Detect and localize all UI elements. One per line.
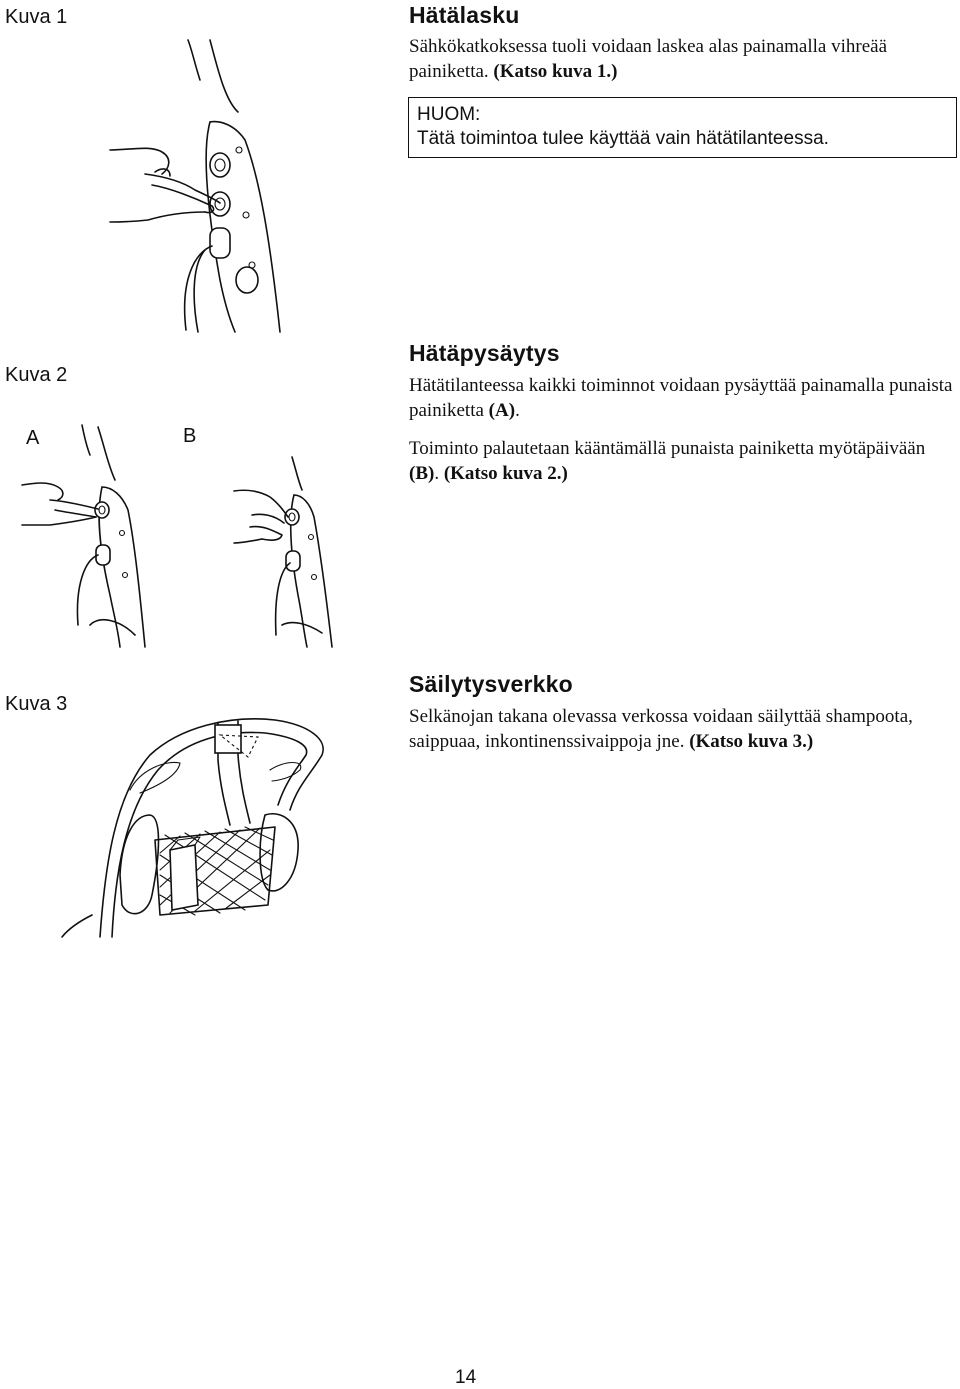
paragraph-hatapysaytys-1: Hätätilanteessa kaikki toiminnot voidaan pysäyttää painamalla punaista painiketta (A). (409, 375, 953, 421)
illustration-emergency-stop-a (20, 425, 160, 650)
sub-label-a: A (26, 427, 40, 449)
paragraph-hatalasku: Sähkökatkoksessa tuoli voidaan laskea alas painamalla vihreää painiketta. (Katso kuva 1.) (409, 36, 888, 82)
section-heading-hatalasku: Hätälasku (409, 2, 520, 28)
illustration-storage-net (60, 715, 340, 940)
figure-label-kuva-2: Kuva 2 (5, 364, 68, 386)
page-number: 14 (455, 1367, 477, 1388)
section-heading-sailytysverkko: Säilytysverkko (409, 671, 573, 697)
paragraph-sailytysverkko: Selkänojan takana olevassa verkossa voidaan säilyttää shampoota, saippuaa, inkontinenssivaippoja jne. (Katso kuva 3.) (409, 706, 913, 752)
note-text: Tätä toimintoa tulee käyttää vain hätätilanteessa. (417, 128, 829, 149)
figure-label-kuva-1: Kuva 1 (5, 6, 68, 28)
note-title: HUOM: (417, 104, 481, 125)
illustration-emergency-lowering (100, 40, 300, 335)
sub-label-b: B (183, 425, 197, 447)
note-box (408, 97, 957, 158)
figure-label-kuva-3: Kuva 3 (5, 693, 68, 715)
paragraph-hatapysaytys-2: Toiminto palautetaan kääntämällä punaista painiketta myötäpäivään (B). (Katso kuva 2.) (409, 438, 926, 484)
section-heading-hatapysaytys: Hätäpysäytys (409, 340, 560, 366)
illustration-emergency-stop-b (232, 455, 344, 650)
